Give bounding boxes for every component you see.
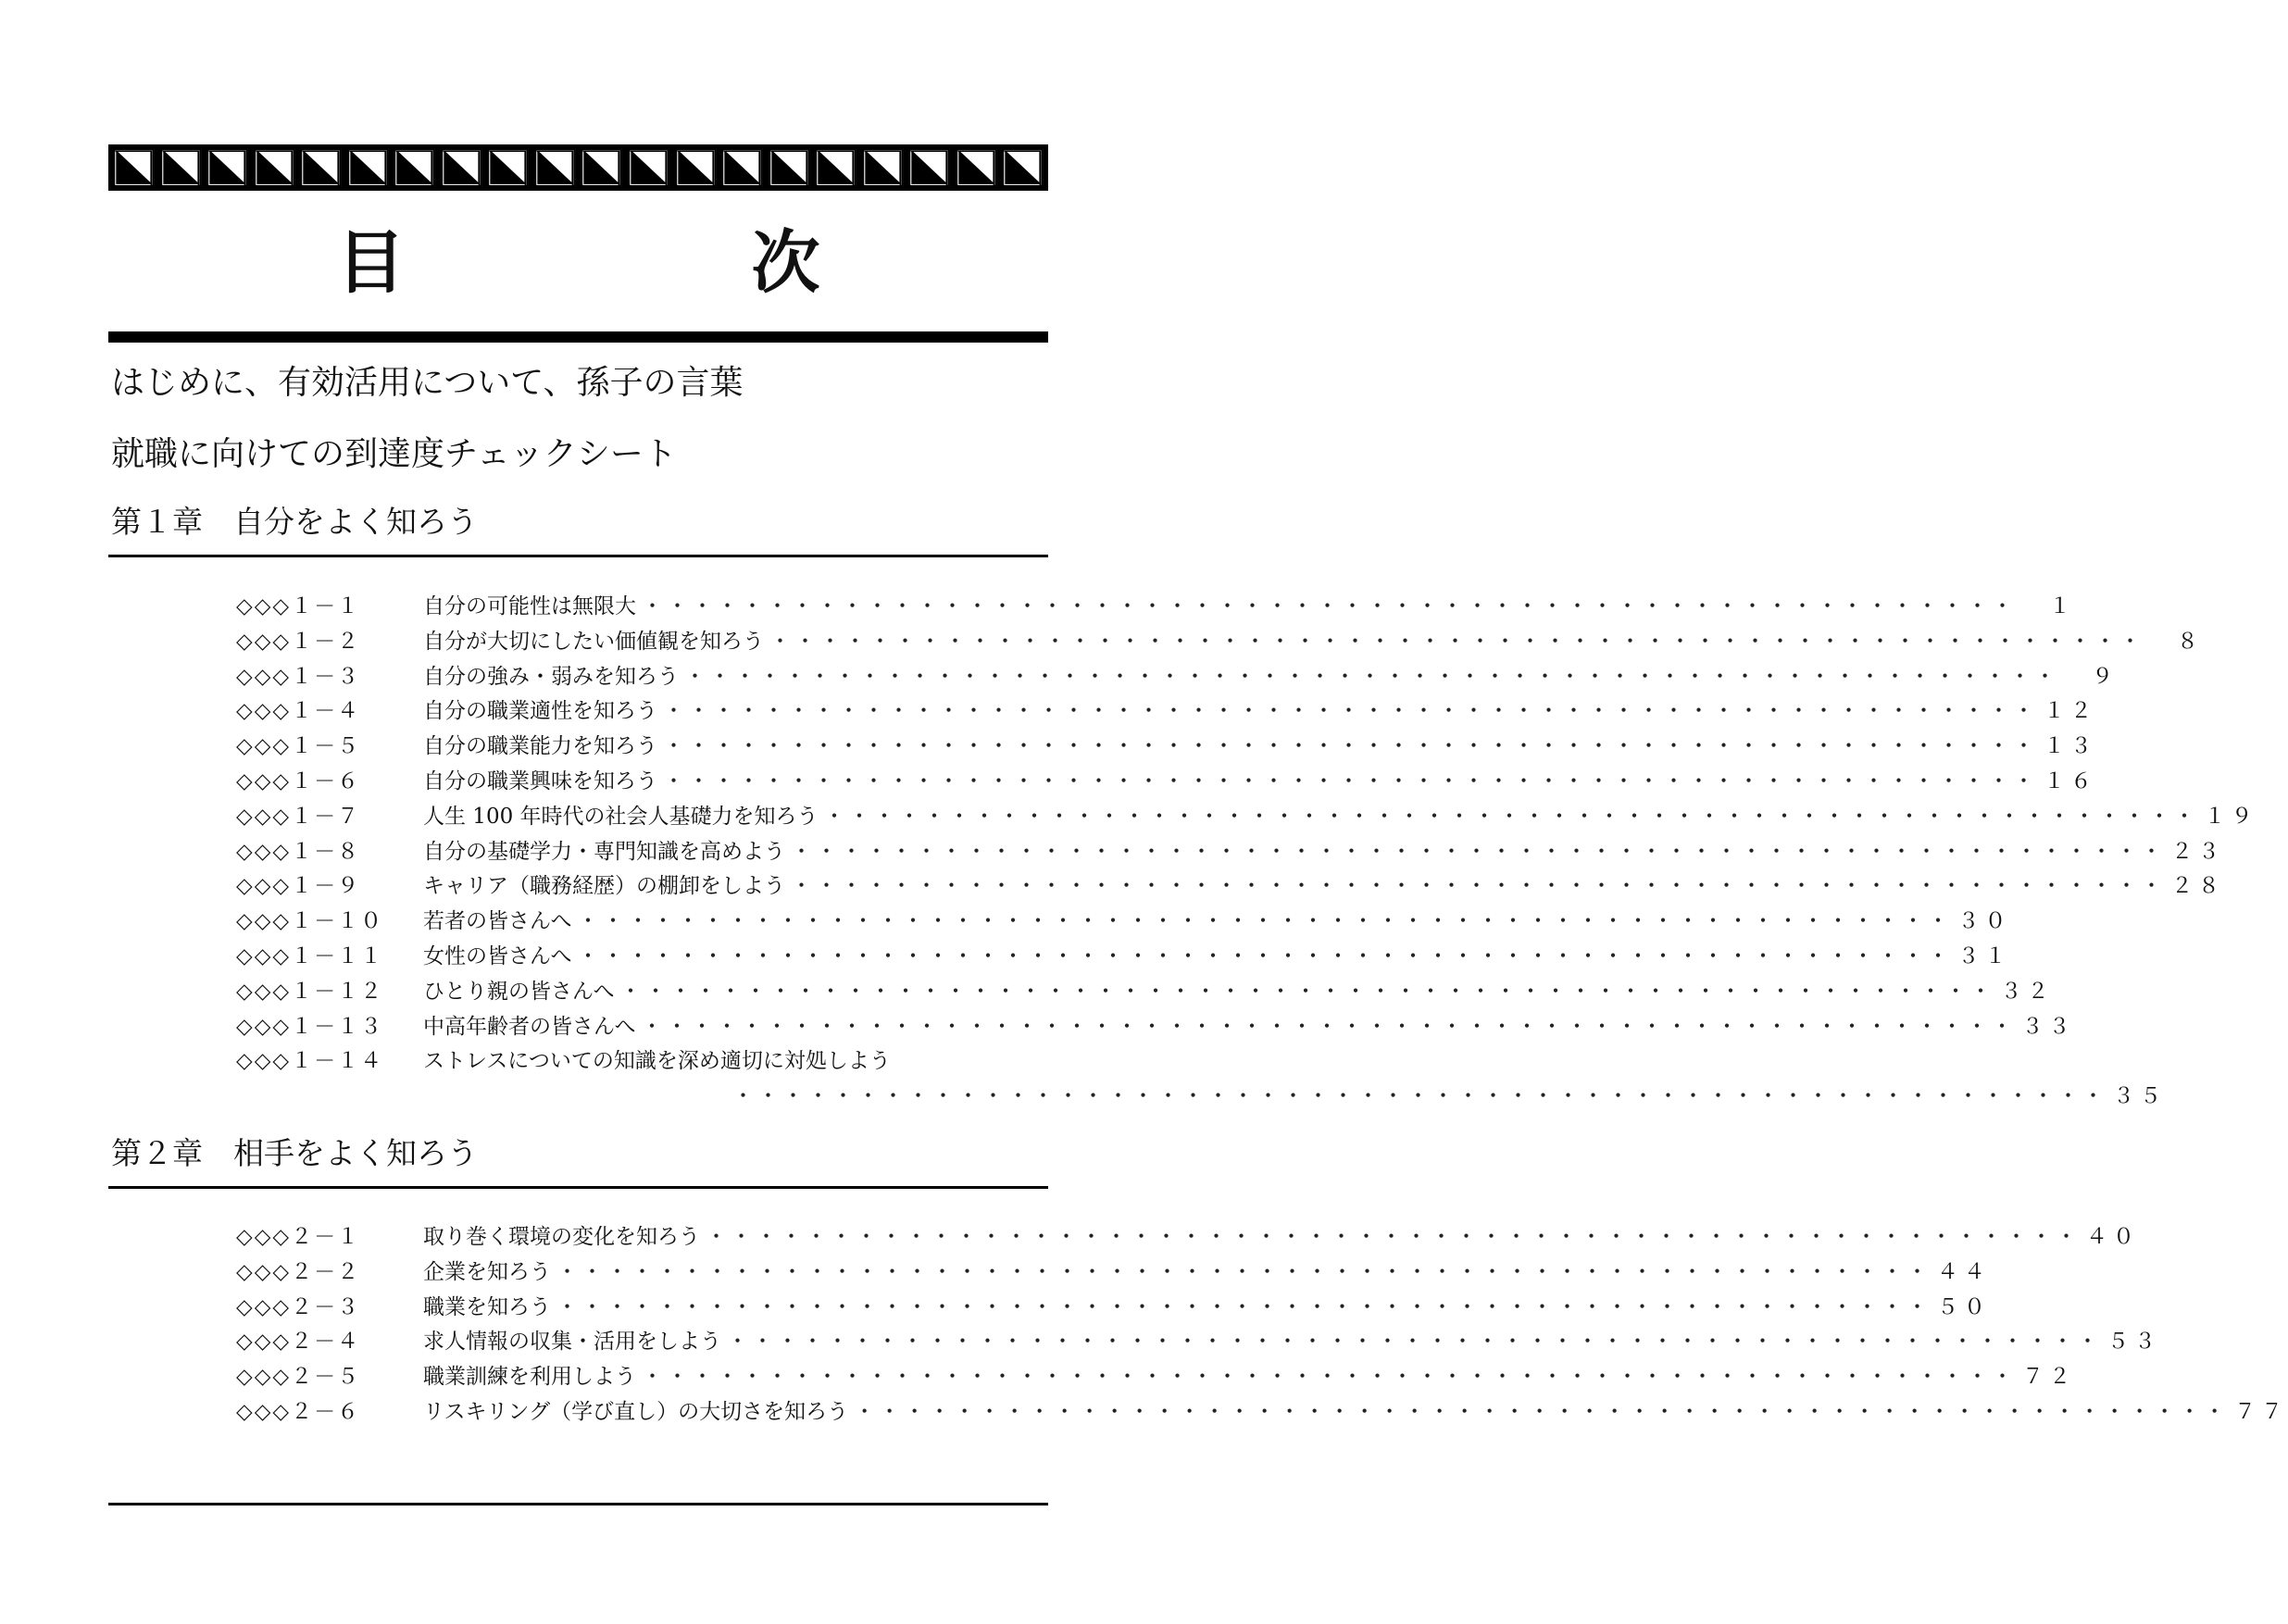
entry-title: 取り巻く環境の変化を知ろう: [423, 1225, 700, 1249]
leader-dots: ・・・・・・・・・・・・・・・・・・・・・・・・・・・・・・・・・・・・・・・・・・・・・・・・・・・・・・・: [619, 979, 1995, 1004]
banner-tile: [721, 148, 763, 187]
entry-number: ◇◇◇２－２: [236, 1259, 361, 1284]
entry-title: 自分の可能性は無限大: [423, 594, 636, 618]
entry-page: ２８: [2171, 874, 2225, 899]
entry-page: ３２: [2000, 979, 2055, 1004]
entry-page: １２: [2044, 699, 2097, 724]
leader-dots: ・・・・・・・・・・・・・・・・・・・・・・・・・・・・・・・・・・・・・・・・・・・・・・・・・・・・・・・: [769, 629, 2144, 654]
entry-number: ◇◇◇２－１: [236, 1225, 361, 1249]
banner-tile: [300, 148, 342, 187]
leader-dots: ・・・・・・・・・・・・・・・・・・・・・・・・・・・・・・・・・・・・・・・・・・・・・・・・・・・・・・・: [854, 1399, 2230, 1424]
leader-dots: ・・・・・・・・・・・・・・・・・・・・・・・・・・・・・・・・・・・・・・・・・・・・・・・・・・・・・・・: [791, 839, 2166, 864]
toc-entry[interactable]: [236, 1395, 2288, 1430]
leader-dots: ・・・・・・・・・・・・・・・・・・・・・・・・・・・・・・・・・・・・・・・・・・・・・・・・・・・・・・・: [577, 943, 1953, 968]
toc-entry[interactable]: [236, 1255, 1991, 1291]
footer-divider: [108, 1503, 1048, 1505]
leader-dots: ・・・・・・・・・・・・・・・・・・・・・・・・・・・・・・・・・・・・・・・・・・・・・・・・・・・・・・・: [823, 804, 2199, 829]
entry-number: ◇◇◇１－４: [236, 699, 361, 724]
entry-number: ◇◇◇１－１４: [236, 1049, 384, 1074]
entry-number: ◇◇◇１－１: [236, 594, 361, 618]
entry-number: ◇◇◇１－１１: [236, 943, 384, 968]
chapter1-toc: [236, 590, 2258, 1115]
entry-title: 自分の基礎学力・専門知識を高めよう: [423, 839, 785, 864]
banner-tile: [441, 148, 482, 187]
heading-intro: はじめに、有効活用について、孫子の言葉: [111, 364, 744, 402]
banner-tile: [254, 148, 295, 187]
toc-entry[interactable]: [236, 765, 2097, 800]
entry-page: ２３: [2171, 839, 2225, 864]
chapter2-divider: [108, 1186, 1048, 1189]
entry-page: ７７: [2234, 1399, 2288, 1424]
entry-title: リスキリング（学び直し）の大切さを知ろう: [423, 1399, 849, 1424]
toc-entry[interactable]: [236, 1325, 2161, 1360]
toc-entry[interactable]: [236, 1291, 1991, 1326]
page-title: 目 次: [336, 223, 959, 303]
heading-chapter1: 第１章 自分をよく知ろう: [111, 504, 478, 540]
entry-number: ◇◇◇２－６: [236, 1399, 361, 1424]
toc-entry[interactable]: [236, 730, 2097, 765]
toc-entry[interactable]: [236, 905, 2012, 940]
entry-page: １３: [2044, 734, 2097, 759]
leader-dots: ・・・・・・・・・・・・・・・・・・・・・・・・・・・・・・・・・・・・・・・・・・・・・・・・・・・・・・・: [663, 699, 2038, 724]
toc-entry[interactable]: [236, 1360, 2076, 1395]
toc-entry[interactable]: [236, 660, 2119, 695]
banner-tile: [956, 148, 997, 187]
banner-tile: [347, 148, 389, 187]
banner-tile: [628, 148, 669, 187]
entry-number: ◇◇◇１－１３: [236, 1014, 384, 1039]
leader-dots: ・・・・・・・・・・・・・・・・・・・・・・・・・・・・・・・・・・・・・・・・・・・・・・・・・・・・・・・: [556, 1259, 1932, 1284]
entry-number: ◇◇◇１－６: [236, 768, 361, 793]
entry-page: ５３: [2107, 1330, 2161, 1355]
entry-number: ◇◇◇１－２: [236, 629, 361, 654]
chapter1-divider: [108, 555, 1048, 557]
banner-tile: [160, 148, 202, 187]
toc-entry[interactable]: [236, 1044, 949, 1080]
entry-page: ５０: [1937, 1294, 1991, 1319]
entry-page: １６: [2044, 768, 2097, 793]
entry-title: 自分の職業興味を知ろう: [423, 768, 657, 793]
banner-tile: [534, 148, 576, 187]
entry-title: ひとり親の皆さんへ: [423, 979, 615, 1004]
entry-number: ◇◇◇１－９: [236, 874, 361, 899]
entry-page: １９: [2204, 804, 2258, 829]
banner-tile: [1002, 148, 1044, 187]
toc-entry[interactable]: [236, 975, 2055, 1010]
entry-page: ３１: [1957, 943, 2012, 968]
leader-dots: ・・・・・・・・・・・・・・・・・・・・・・・・・・・・・・・・・・・・・・・・・・・・・・・・・・・・・・・: [706, 1225, 2081, 1249]
toc-entry[interactable]: [236, 1010, 2076, 1045]
banner-tile: [206, 148, 248, 187]
banner-tile: [908, 148, 950, 187]
entry-number: ◇◇◇１－７: [236, 804, 361, 829]
decorative-banner: [108, 144, 1048, 191]
entry-title: 自分の職業能力を知ろう: [423, 734, 657, 759]
entry-number: ◇◇◇２－４: [236, 1330, 361, 1355]
toc-entry[interactable]: [236, 1220, 2140, 1255]
entry-title: 若者の皆さんへ: [423, 909, 572, 934]
leader-dots: ・・・・・・・・・・・・・・・・・・・・・・・・・・・・・・・・・・・・・・・・・・・・・・・・・・・・・・・: [791, 874, 2166, 899]
entry-page: ８: [2177, 629, 2204, 654]
banner-tile: [113, 148, 155, 187]
entry-title: 中高年齢者の皆さんへ: [423, 1014, 636, 1039]
banner-tile: [862, 148, 904, 187]
entry-title: 職業を知ろう: [423, 1294, 551, 1319]
entry-number: ◇◇◇１－８: [236, 839, 361, 864]
entry-number: ◇◇◇１－１０: [236, 909, 384, 934]
banner-tile: [675, 148, 717, 187]
heading-chapter2: 第２章 相手をよく知ろう: [111, 1135, 478, 1171]
leader-dots: ・・・・・・・・・・・・・・・・・・・・・・・・・・・・・・・・・・・・・・・・・・・・・・・・・・・・・・・: [663, 768, 2038, 793]
entry-title: 企業を知ろう: [423, 1259, 551, 1284]
entry-page: １: [2049, 594, 2076, 618]
toc-entry[interactable]: [236, 835, 2225, 870]
leader-dots: ・・・・・・・・・・・・・・・・・・・・・・・・・・・・・・・・・・・・・・・・・・・・・・・・・・・・・・・: [642, 594, 2017, 618]
entry-page: ３５: [2113, 1084, 2167, 1109]
leader-dots: ・・・・・・・・・・・・・・・・・・・・・・・・・・・・・・・・・・・・・・・・・・・・・・・・・・・・・・・: [556, 1294, 1932, 1319]
leader-dots: ・・・・・・・・・・・・・・・・・・・・・・・・・・・・・・・・・・・・・・・・・・・・・・・・・・・・・・・: [684, 664, 2059, 689]
banner-tile: [394, 148, 435, 187]
toc-entry[interactable]: [236, 694, 2097, 730]
leader-dots: ・・・・・・・・・・・・・・・・・・・・・・・・・・・・・・・・・・・・・・・・・・・・・・・・・・・・・・・: [642, 1365, 2017, 1390]
title-divider: [108, 331, 1048, 343]
heading-checksheet: 就職に向けての到達度チェックシート: [111, 435, 677, 473]
banner-tile: [769, 148, 810, 187]
entry-number: ◇◇◇１－１２: [236, 979, 384, 1004]
entry-number: ◇◇◇１－５: [236, 734, 361, 759]
toc-entry[interactable]: [236, 869, 2225, 905]
chapter2-toc: [236, 1220, 2288, 1430]
toc-entry-continuation[interactable]: [236, 1080, 2167, 1115]
entry-title: 自分が大切にしたい価値観を知ろう: [423, 629, 764, 654]
entry-title: 求人情報の収集・活用をしよう: [423, 1330, 721, 1355]
entry-page: ７２: [2022, 1365, 2076, 1390]
toc-entry[interactable]: [236, 800, 2258, 835]
entry-title: 人生 100 年時代の社会人基礎力を知ろう: [423, 804, 819, 829]
leader-dots: ・・・・・・・・・・・・・・・・・・・・・・・・・・・・・・・・・・・・・・・・・・・・・・・・・・・・・・・: [732, 1084, 2107, 1109]
banner-tile: [487, 148, 529, 187]
entry-title: 職業訓練を利用しよう: [423, 1365, 636, 1390]
entry-title: 自分の職業適性を知ろう: [423, 699, 657, 724]
entry-number: ◇◇◇２－３: [236, 1294, 361, 1319]
entry-title: 自分の強み・弱みを知ろう: [423, 664, 679, 689]
entry-title: キャリア（職務経歴）の棚卸をしよう: [423, 874, 785, 899]
entry-page: ９: [2092, 664, 2119, 689]
entry-number: ◇◇◇２－５: [236, 1365, 361, 1390]
entry-title: 女性の皆さんへ: [423, 943, 572, 968]
entry-page: ４０: [2086, 1225, 2140, 1249]
entry-page: ３３: [2021, 1014, 2076, 1039]
leader-dots: ・・・・・・・・・・・・・・・・・・・・・・・・・・・・・・・・・・・・・・・・・・・・・・・・・・・・・・・: [577, 909, 1953, 934]
leader-dots: ・・・・・・・・・・・・・・・・・・・・・・・・・・・・・・・・・・・・・・・・・・・・・・・・・・・・・・・: [641, 1014, 2017, 1039]
banner-tile: [815, 148, 856, 187]
banner-tile: [581, 148, 622, 187]
entry-page: ４４: [1937, 1259, 1991, 1284]
toc-entry[interactable]: [236, 940, 2012, 975]
toc-entry[interactable]: [236, 625, 2204, 660]
leader-dots: ・・・・・・・・・・・・・・・・・・・・・・・・・・・・・・・・・・・・・・・・・・・・・・・・・・・・・・・: [727, 1330, 2102, 1355]
entry-page: ３０: [1957, 909, 2012, 934]
entry-number: ◇◇◇１－３: [236, 664, 361, 689]
leader-dots: ・・・・・・・・・・・・・・・・・・・・・・・・・・・・・・・・・・・・・・・・・・・・・・・・・・・・・・・: [663, 734, 2038, 759]
toc-entry[interactable]: [236, 590, 2076, 625]
entry-title: ストレスについての知識を深め適切に対処しよう: [423, 1049, 891, 1074]
